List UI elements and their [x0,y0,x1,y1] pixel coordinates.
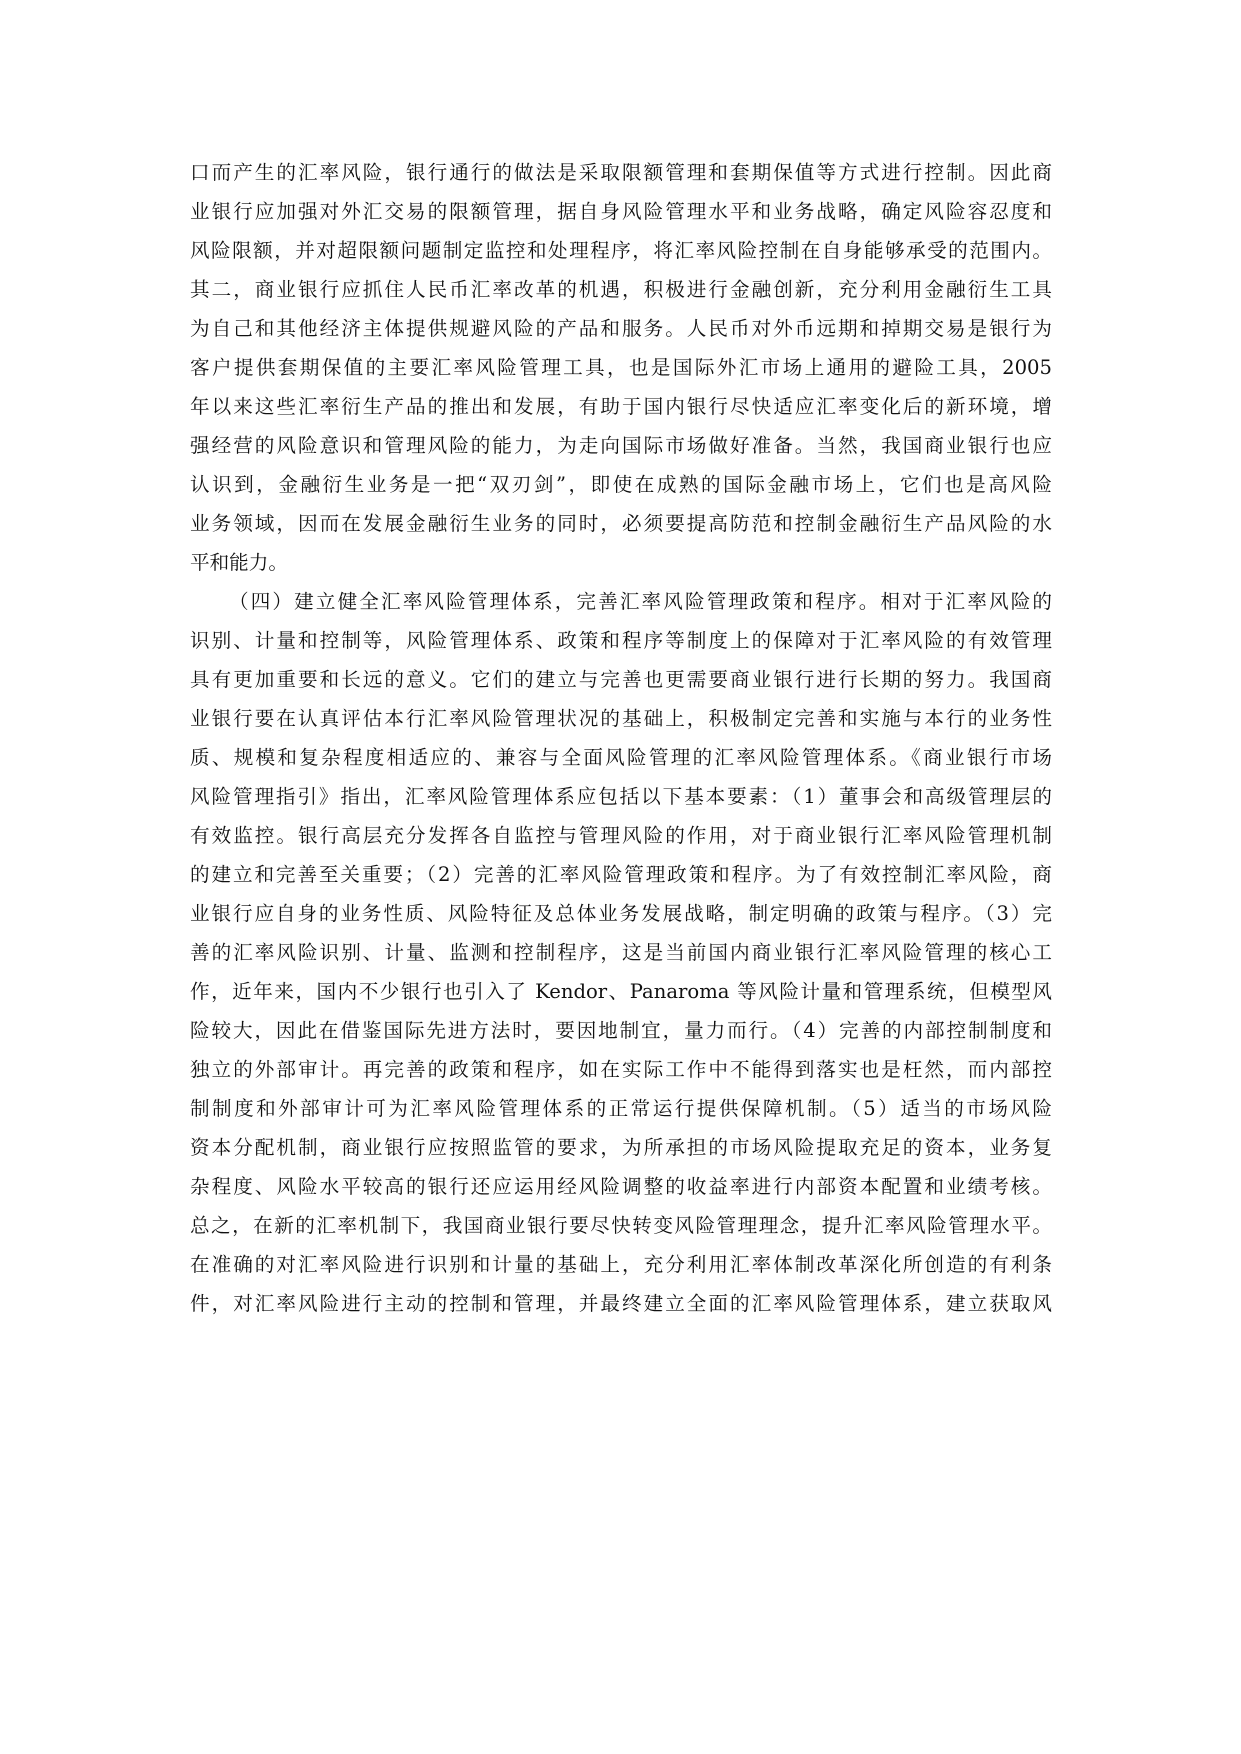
text-line: 善的汇率风险识别、计量、监测和控制程序，这是当前国内商业银行汇率风险管理的核心工 [190,941,1052,964]
text-line: 强经营的风险意识和管理风险的能力，为走向国际市场做好准备。当然，我国商业银行也应 [190,434,1052,457]
text-line: 客户提供套期保值的主要汇率风险管理工具，也是国际外汇市场上通用的避险工具，2005 [190,356,1052,379]
text-line: 平和能力。 [190,551,288,574]
text-line: 的建立和完善至关重要；（2）完善的汇率风险管理政策和程序。为了有效控制汇率风险，商 [190,863,1052,886]
text-line: 业银行应自身的业务性质、风险特征及总体业务发展战略，制定明确的政策与程序。（3）完 [190,902,1052,925]
text-line: （四）建立健全汇率风险管理体系，完善汇率风险管理政策和程序。相对于汇率风险的 [229,590,1052,613]
text-line: 制制度和外部审计可为汇率风险管理体系的正常运行提供保障机制。（5）适当的市场风险 [190,1097,1052,1120]
text-line: 风险管理指引》指出，汇率风险管理体系应包括以下基本要素：（1）董事会和高级管理层的 [190,785,1052,808]
text-line: 业务领域，因而在发展金融衍生业务的同时，必须要提高防范和控制金融衍生产品风险的水 [190,512,1052,535]
text-line: 口而产生的汇率风险，银行通行的做法是采取限额管理和套期保值等方式进行控制。因此商 [190,161,1052,184]
text-line: 总之，在新的汇率机制下，我国商业银行要尽快转变风险管理理念，提升汇率风险管理水平。 [190,1214,1052,1237]
text-line: 业银行应加强对外汇交易的限额管理，据自身风险管理水平和业务战略，确定风险容忍度和 [190,200,1052,223]
text-line: 识别、计量和控制等，风险管理体系、政策和程序等制度上的保障对于汇率风险的有效管理 [190,629,1052,652]
text-line: 具有更加重要和长远的意义。它们的建立与完善也更需要商业银行进行长期的努力。我国商 [190,668,1052,691]
text-line: 独立的外部审计。再完善的政策和程序，如在实际工作中不能得到落实也是枉然，而内部控 [190,1058,1052,1081]
text-line: 质、规模和复杂程度相适应的、兼容与全面风险管理的汇率风险管理体系。《商业银行市场 [190,746,1052,769]
text-line: 在准确的对汇率风险进行识别和计量的基础上，充分利用汇率体制改革深化所创造的有利条 [190,1253,1052,1276]
text-line: 其二，商业银行应抓住人民币汇率改革的机遇，积极进行金融创新，充分利用金融衍生工具 [190,278,1052,301]
text-line: 业银行要在认真评估本行汇率风险管理状况的基础上，积极制定完善和实施与本行的业务性 [190,707,1052,730]
text-line: 险较大，因此在借鉴国际先进方法时，要因地制宜，量力而行。（4）完善的内部控制制度和 [190,1019,1052,1042]
text-line: 风险限额，并对超限额问题制定监控和处理程序，将汇率风险控制在自身能够承受的范围内。 [190,239,1052,262]
text-line: 件，对汇率风险进行主动的控制和管理，并最终建立全面的汇率风险管理体系，建立获取风 [190,1292,1052,1315]
text-line: 杂程度、风险水平较高的银行还应运用经风险调整的收益率进行内部资本配置和业绩考核。 [190,1175,1052,1198]
text-line: 认识到，金融衍生业务是一把“双刃剑”，即使在成熟的国际金融市场上，它们也是高风险 [190,473,1052,496]
text-line: 年以来这些汇率衍生产品的推出和发展，有助于国内银行尽快适应汇率变化后的新环境，增 [190,395,1052,418]
text-line: 为自己和其他经济主体提供规避风险的产品和服务。人民币对外币远期和掉期交易是银行为 [190,317,1052,340]
text-line: 有效监控。银行高层充分发挥各自监控与管理风险的作用，对于商业银行汇率风险管理机制 [190,824,1052,847]
body-text [190,153,1052,1323]
text-line: 作，近年来，国内不少银行也引入了 Kendor、Panaroma 等风险计量和管理系统，但模型风 [190,980,1052,1003]
text-line: 资本分配机制，商业银行应按照监管的要求，为所承担的市场风险提取充足的资本，业务复 [190,1136,1052,1159]
